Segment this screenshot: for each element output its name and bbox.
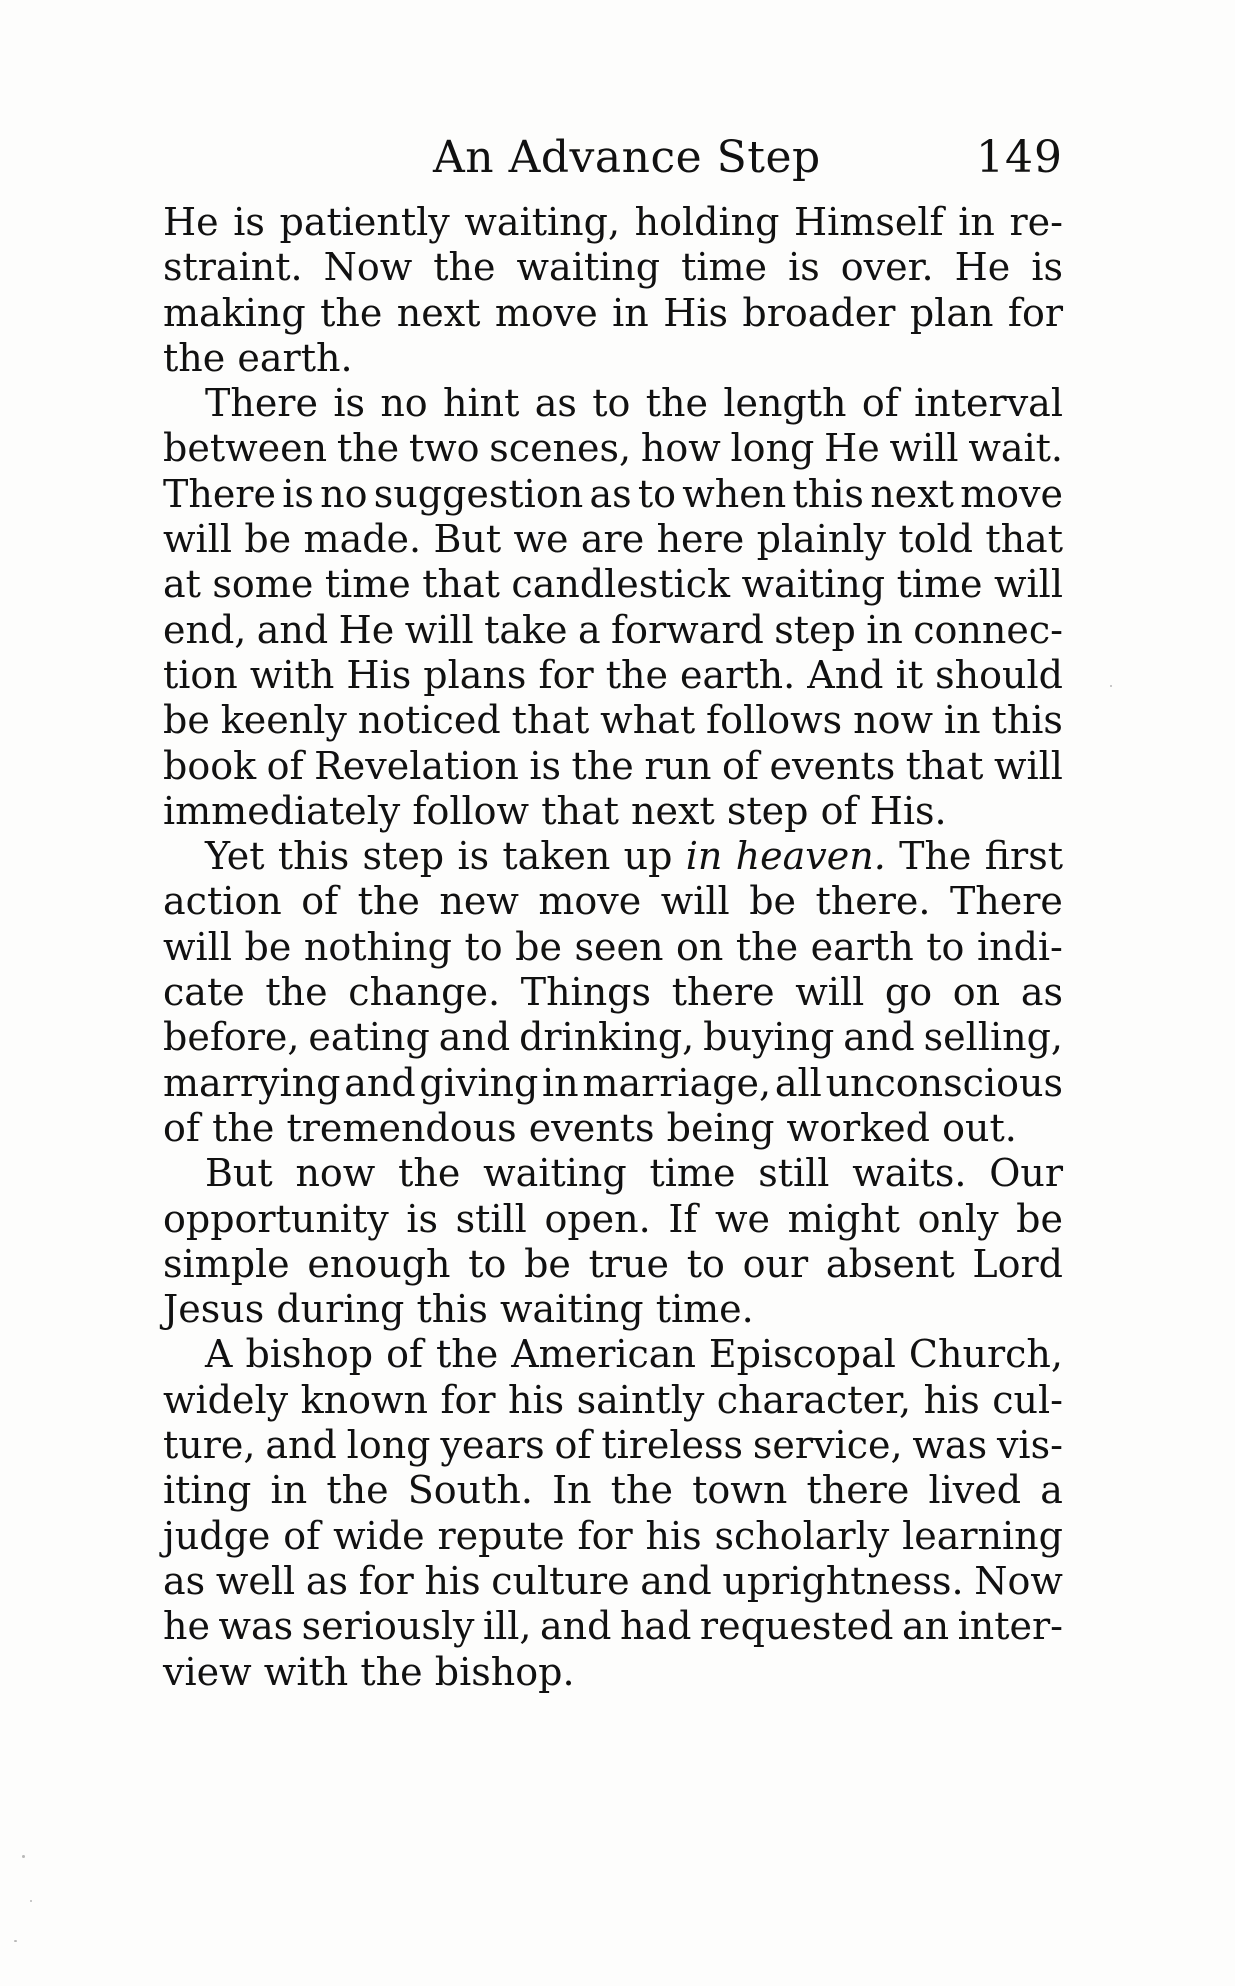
text-line: will be made. But we are here plainly told that [163,517,1063,562]
text-line: judge of wide repute for his scholarly learning [163,1513,1063,1558]
body-text [163,200,1063,1695]
text-line: cate the change. Things there will go on as [163,970,1063,1015]
text-line: But now the waiting time still waits. Our [205,1151,1063,1196]
text-line: he was seriously ill, and had requested an inter- [163,1604,1063,1649]
text-line: straint. Now the waiting time is over. He is [163,245,1063,290]
text-line: as well as for his culture and uprightness. Now [163,1558,1063,1603]
text-line: the earth. [163,335,353,380]
text-line: iting in the South. In the town there lived a [163,1468,1063,1513]
text-line: end, and He will take a forward step in connec- [163,607,1063,652]
text-line: between the two scenes, how long He will wait. [163,426,1063,471]
text-line: Jesus during this waiting time. [163,1287,754,1332]
running-title: An Advance Step [433,132,821,183]
text-line: There is no hint as to the length of interval [205,381,1063,426]
text-line: view with the bishop. [163,1649,575,1694]
paper-speck [1110,685,1112,687]
text-line: before, eating and drinking, buying and selling, [163,1015,1063,1060]
text-line: opportunity is still open. If we might only be [163,1196,1063,1241]
text-line: be keenly noticed that what follows now in this [163,698,1063,743]
text-line: Yet this step is taken up in heaven. The first [205,834,1063,879]
text-line: There is no suggestion as to when this next move [163,471,1063,516]
text-line: He is patiently waiting, holding Himself in re- [163,200,1063,244]
text-line: of the tremendous events being worked out. [163,1105,1017,1150]
paper-speck [22,1855,25,1858]
text-line: making the next move in His broader plan for [163,290,1063,335]
paper-speck [14,1940,17,1942]
paper-speck [30,1900,32,1902]
text-line: A bishop of the American Episcopal Church, [205,1332,1063,1377]
page-number: 149 [976,132,1063,183]
text-line: immediately follow that next step of His. [163,788,947,833]
running-head [163,132,1063,192]
text-line: book of Revelation is the run of events that will [163,743,1063,788]
text-line: at some time that candlestick waiting time will [163,562,1063,607]
text-line: widely known for his saintly character, his cul- [163,1377,1063,1422]
text-line: action of the new move will be there. There [163,879,1063,924]
text-line: simple enough to be true to our absent Lord [163,1241,1063,1286]
text-line: will be nothing to be seen on the earth to indi- [163,924,1063,969]
text-line: ture, and long years of tireless service, was vis- [163,1423,1063,1468]
text-line: marrying and giving in marriage, all unconscious [163,1060,1063,1105]
text-line: tion with His plans for the earth. And it should [163,652,1063,697]
